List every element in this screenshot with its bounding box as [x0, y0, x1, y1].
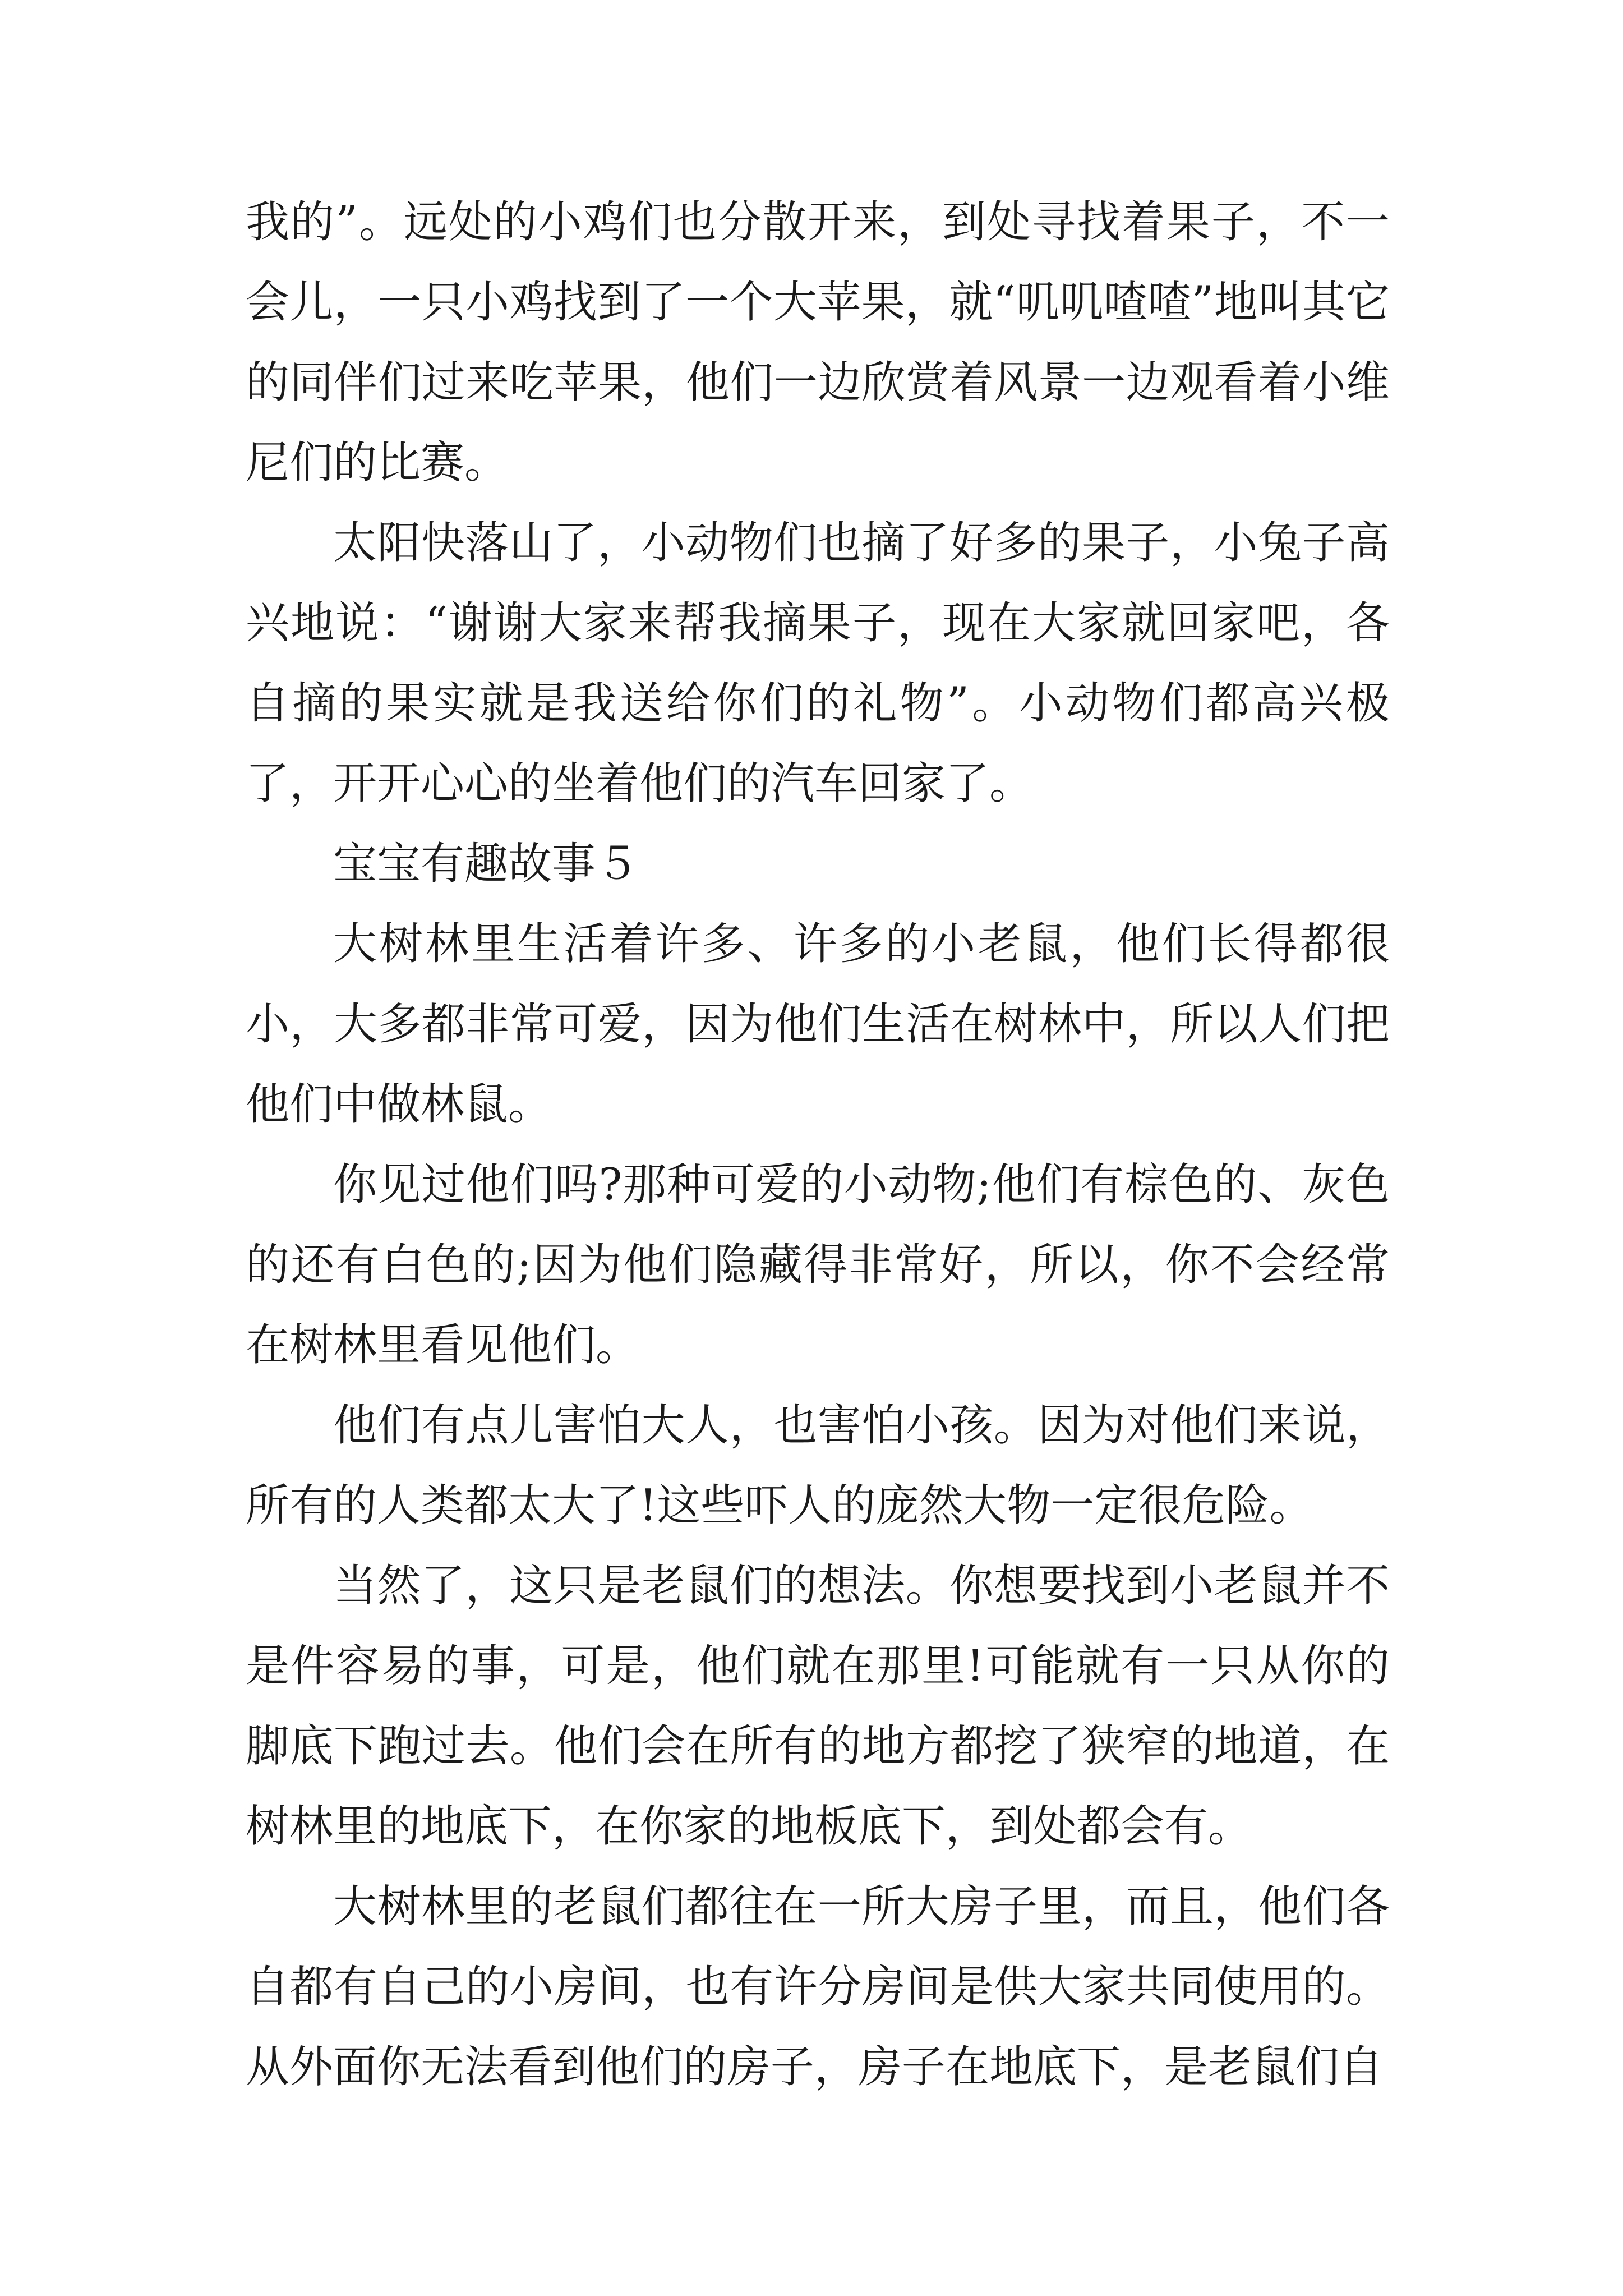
section-heading: 宝宝有趣故事５ [333, 839, 640, 889]
paragraph-6: 当然了，这只是老鼠们的想法。你想要找到小老鼠并不是件容易的事，可是，他们就在那里!可能就有一只从你的脚底下跑过去。他们会在所有的地方都挖了狭窄的地道，在树林里的地底下，在你家的地板底下，到处都会有。 [246, 1561, 1390, 1852]
document-body [246, 182, 1390, 2108]
paragraph-7: 大树林里的老鼠们都往在一所大房子里，而且，他们各自都有自己的小房间，也有许分房间是供大家共同使用的。从外面你无法看到他们的房子，房子在地底下，是老鼠们自 [246, 1881, 1390, 2092]
paragraph-4: 你见过他们吗?那种可爱的小动物;他们有棕色的、灰色的还有白色的;因为他们隐藏得非常好，所以，你不会经常在树林里看见他们。 [246, 1159, 1390, 1370]
paragraph-2: 太阳快落山了，小动物们也摘了好多的果子，小兔子高兴地说：“谢谢大家来帮我摘果子，现在大家就回家吧，各自摘的果实就是我送给你们的礼物”。小动物们都高兴极了，开开心心的坐着他们的汽车回家了。 [246, 518, 1390, 809]
paragraph-3: 大树林里生活着许多、许多的小老鼠，他们长得都很小，大多都非常可爱，因为他们生活在树林中，所以人们把他们中做林鼠。 [246, 919, 1390, 1130]
paragraph-1: 我的”。远处的小鸡们也分散开来，到处寻找着果子，不一会儿，一只小鸡找到了一个大苹果，就“叽叽喳喳”地叫其它的同伴们过来吃苹果，他们一边欣赏着风景一边观看着小维尼们的比赛。 [246, 197, 1390, 488]
paragraph-5: 他们有点儿害怕大人，也害怕小孩。因为对他们来说，所有的人类都太大了!这些吓人的庞然大物一定很危险。 [246, 1400, 1390, 1531]
